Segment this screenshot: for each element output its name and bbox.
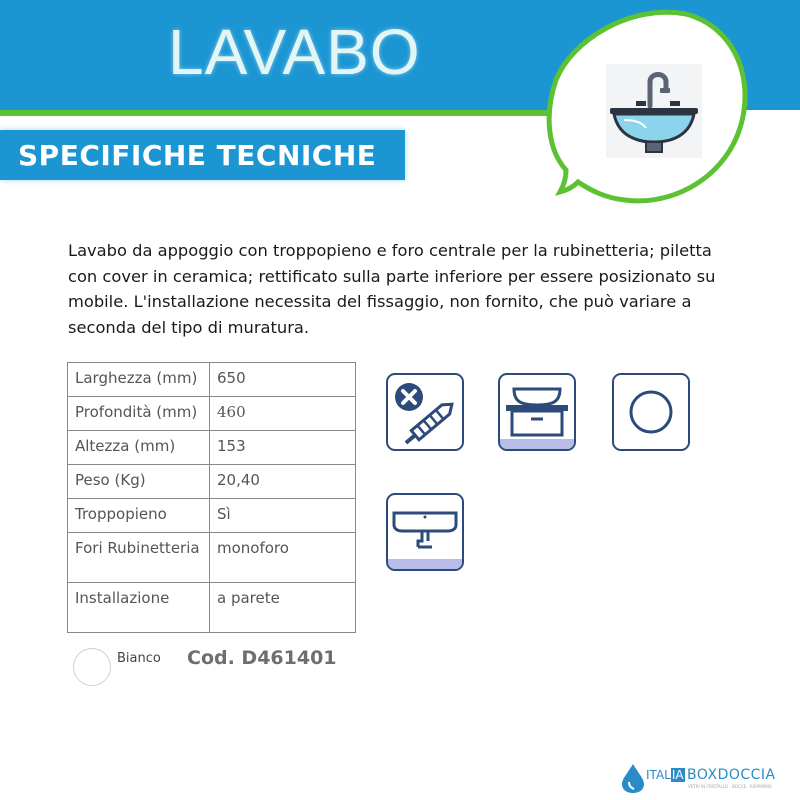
table-row bbox=[68, 533, 356, 583]
color-label: Bianco bbox=[117, 651, 161, 666]
round-drain-icon bbox=[612, 373, 690, 451]
specs-table bbox=[67, 362, 356, 633]
water-drop-icon bbox=[620, 762, 646, 794]
logo-text-boxdoccia: BOXDOCCIA bbox=[687, 767, 776, 783]
logo-text-italia: ITALIA bbox=[646, 768, 684, 782]
section-title-bar bbox=[0, 130, 405, 180]
spec-label: Profondità (mm) bbox=[68, 397, 210, 431]
spec-value: a parete bbox=[210, 583, 356, 633]
spec-label: Installazione bbox=[68, 583, 210, 633]
spec-value: 460 bbox=[210, 397, 356, 431]
spec-value: 153 bbox=[210, 431, 356, 465]
logo-tagline: VETRI IN CRISTALLO · DOCCE · RISPARMIO bbox=[688, 784, 772, 789]
countertop-basin-on-cabinet-icon bbox=[498, 373, 576, 451]
spec-value: 650 bbox=[210, 363, 356, 397]
product-code: Cod. D461401 bbox=[187, 647, 337, 669]
no-fixing-kit-icon bbox=[386, 373, 464, 451]
page-title: LAVABO bbox=[168, 16, 421, 88]
spec-value: monoforo bbox=[210, 533, 356, 583]
washbasin-faucet-icon bbox=[606, 64, 702, 158]
spec-value: Sì bbox=[210, 499, 356, 533]
table-row bbox=[68, 397, 356, 431]
product-description: Lavabo da appoggio con troppopieno e foro centrale per la rubinetteria; piletta con cover in ceramica; rettificato sulla parte inferiore per essere posizionato su mobile. L'installazione necessita del fissaggio, non fornito, che può variare a seconda del tipo di muratura. bbox=[68, 241, 716, 337]
section-title: SPECIFICHE TECNICHE bbox=[18, 139, 377, 172]
spec-label: Fori Rubinetteria bbox=[68, 533, 210, 583]
wall-hung-basin-icon bbox=[386, 493, 464, 571]
brand-logo bbox=[620, 762, 795, 794]
spec-label: Peso (Kg) bbox=[68, 465, 210, 499]
table-row bbox=[68, 465, 356, 499]
spec-label: Altezza (mm) bbox=[68, 431, 210, 465]
spec-label: Troppopieno bbox=[68, 499, 210, 533]
color-swatch-white[interactable] bbox=[73, 648, 111, 686]
spec-label: Larghezza (mm) bbox=[68, 363, 210, 397]
table-row bbox=[68, 499, 356, 533]
table-row bbox=[68, 363, 356, 397]
table-row bbox=[68, 431, 356, 465]
header-accent-line bbox=[0, 110, 580, 116]
spec-value: 20,40 bbox=[210, 465, 356, 499]
table-row bbox=[68, 583, 356, 633]
